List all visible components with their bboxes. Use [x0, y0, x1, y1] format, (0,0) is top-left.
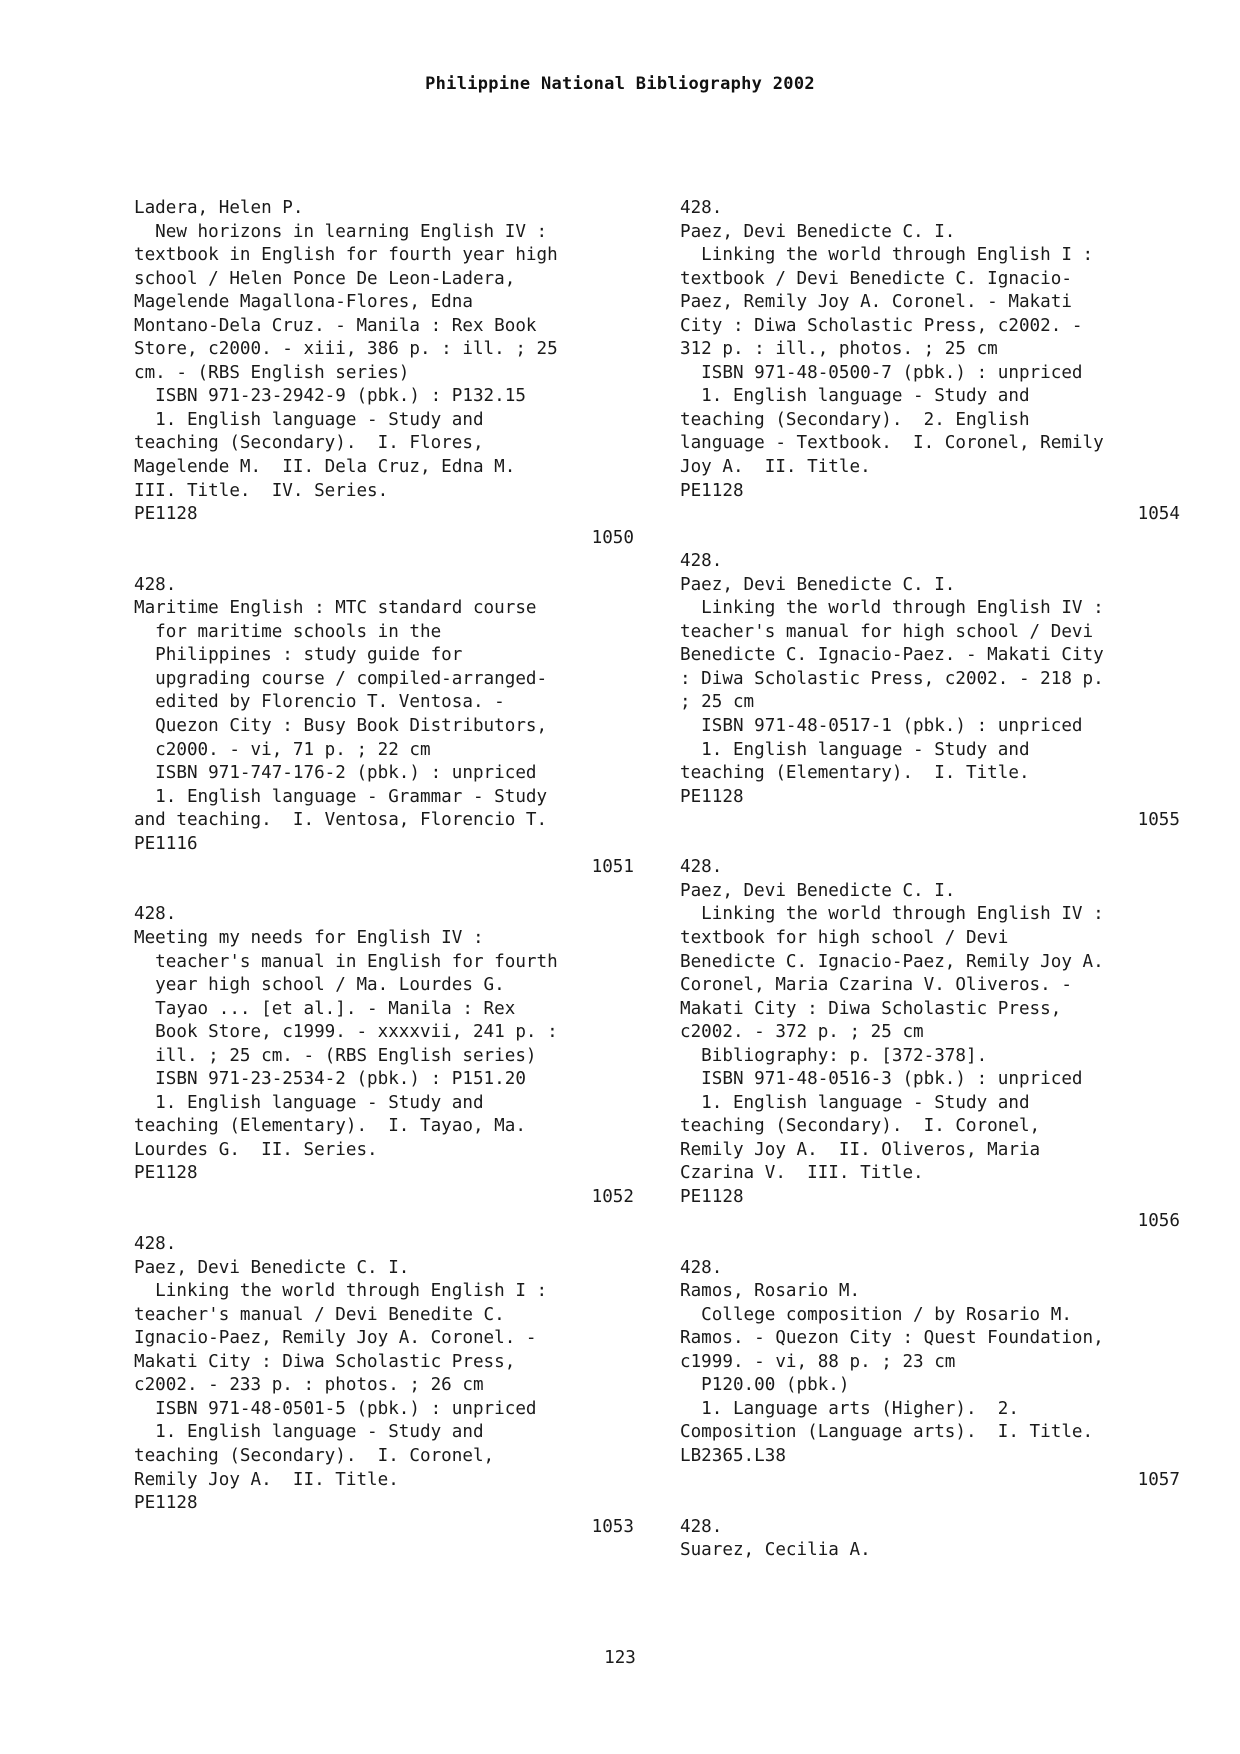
bibliography-entry: [680, 856, 1180, 1233]
entry-line: teaching (Secondary). I. Coronel,: [134, 1445, 495, 1466]
entry-line: ISBN 971-48-0501-5 (pbk.) : unpriced: [134, 1398, 537, 1419]
page-number: 123: [604, 1648, 636, 1668]
entry-line: PE1128: [134, 1163, 198, 1184]
entry-line: ; 25 cm: [680, 692, 755, 713]
entry-line: Paez, Devi Benedicte C. I.: [134, 1257, 410, 1278]
entry-line: upgrading course / compiled-arranged-: [134, 668, 548, 689]
entry-line: PE1116: [134, 833, 198, 854]
entry-line: c1999. - vi, 88 p. ; 23 cm: [680, 1351, 956, 1372]
entry-line: 1. English language - Study and: [134, 1092, 484, 1113]
entry-line: New horizons in learning English IV :: [134, 221, 548, 242]
entry-line: Tayao ... [et al.]. - Manila : Rex: [134, 998, 516, 1019]
entry-line: teaching (Elementary). I. Tayao, Ma.: [134, 1116, 526, 1137]
entry-line: ISBN 971-23-2942-9 (pbk.) : P132.15: [134, 386, 526, 407]
entry-line: ISBN 971-747-176-2 (pbk.) : unpriced: [134, 763, 537, 784]
entry-line: teaching (Secondary). I. Coronel,: [680, 1116, 1041, 1137]
entry-line: teaching (Elementary). I. Title.: [680, 763, 1030, 784]
entry-line: language - Textbook. I. Coronel, Remily: [680, 433, 1104, 454]
entry-line: 428.: [134, 574, 177, 595]
bibliography-entry: [680, 197, 1180, 527]
entry-line: school / Helen Ponce De Leon-Ladera,: [134, 268, 516, 289]
entry-line: Maritime English : MTC standard course: [134, 598, 537, 619]
entry-line: 312 p. : ill., photos. ; 25 cm: [680, 339, 998, 360]
entry-line: c2002. - 233 p. : photos. ; 26 cm: [134, 1375, 484, 1396]
entry-line: ISBN 971-48-0516-3 (pbk.) : unpriced: [680, 1069, 1083, 1090]
entry-spacer: [134, 880, 634, 904]
entry-line: Linking the world through English IV :: [680, 598, 1104, 619]
entry-line: Meeting my needs for English IV :: [134, 927, 484, 948]
entry-line: Makati City : Diwa Scholastic Press,: [134, 1351, 516, 1372]
entry-line: edited by Florencio T. Ventosa. -: [134, 692, 505, 713]
entry-number: 1057: [1137, 1469, 1180, 1490]
entry-number: 1053: [591, 1516, 634, 1537]
entry-line: 1. Language arts (Higher). 2.: [680, 1398, 1019, 1419]
entry-number: 1051: [591, 857, 634, 878]
entry-line: 428.: [680, 857, 723, 878]
entry-line: Paez, Remily Joy A. Coronel. - Makati: [680, 292, 1072, 313]
entry-line: Ramos. - Quezon City : Quest Foundation,: [680, 1328, 1104, 1349]
entry-line: 428.: [680, 198, 723, 218]
entry-line: textbook for high school / Devi: [680, 927, 1009, 948]
entry-line: Linking the world through English I :: [134, 1281, 548, 1302]
entry-line: Benedicte C. Ignacio-Paez. - Makati City: [680, 645, 1104, 666]
entry-line: Remily Joy A. II. Oliveros, Maria: [680, 1139, 1041, 1160]
entry-line: Composition (Language arts). I. Title.: [680, 1422, 1094, 1443]
page-title: Philippine National Bibliography 2002: [425, 74, 815, 94]
entry-line: Joy A. II. Title.: [680, 457, 871, 478]
entry-spacer: [680, 1233, 1180, 1257]
entry-number: 1056: [1137, 1210, 1180, 1231]
entry-line: 1. English language - Study and: [680, 739, 1030, 760]
entry-line: P120.00 (pbk.): [680, 1375, 850, 1396]
entry-line: teaching (Secondary). I. Flores,: [134, 433, 484, 454]
entry-line: Paez, Devi Benedicte C. I.: [680, 574, 956, 595]
entry-line: Philippines : study guide for: [134, 645, 463, 666]
entry-line: teaching (Secondary). 2. English: [680, 409, 1030, 430]
entry-line: City : Diwa Scholastic Press, c2002. -: [680, 315, 1083, 336]
bibliography-entry: [134, 574, 634, 880]
entry-line: College composition / by Rosario M.: [680, 1304, 1072, 1325]
entry-line: ISBN 971-48-0517-1 (pbk.) : unpriced: [680, 716, 1083, 737]
entry-line: PE1128: [680, 1186, 744, 1207]
entry-line: Store, c2000. - xiii, 386 p. : ill. ; 25: [134, 339, 558, 360]
entry-line: teacher's manual / Devi Benedite C.: [134, 1304, 505, 1325]
entry-line: Magelende Magallona-Flores, Edna: [134, 292, 473, 313]
entry-line: 428.: [680, 551, 723, 572]
entry-line: LB2365.L38: [680, 1445, 786, 1466]
entry-line: PE1128: [680, 786, 744, 807]
entry-line: c2000. - vi, 71 p. ; 22 cm: [134, 739, 431, 760]
entry-line: 1. English language - Study and: [134, 1422, 484, 1443]
entry-line: ISBN 971-48-0500-7 (pbk.) : unpriced: [680, 362, 1083, 383]
entry-line: PE1128: [134, 504, 198, 525]
entry-line: and teaching. I. Ventosa, Florencio T.: [134, 810, 548, 831]
entry-spacer: [134, 1210, 634, 1234]
entry-line: 1. English language - Study and: [680, 1092, 1030, 1113]
entry-spacer: [680, 1492, 1180, 1516]
entry-line: Paez, Devi Benedicte C. I.: [680, 880, 956, 901]
entry-line: for maritime schools in the: [134, 621, 442, 642]
entry-line: year high school / Ma. Lourdes G.: [134, 975, 505, 996]
entry-line: 428.: [680, 1257, 723, 1278]
entry-line: Linking the world through English IV :: [680, 904, 1104, 925]
entry-line: textbook / Devi Benedicte C. Ignacio-: [680, 268, 1072, 289]
entry-line: Ladera, Helen P.: [134, 198, 304, 218]
bibliography-entry: [134, 197, 634, 550]
entry-line: Czarina V. III. Title.: [680, 1163, 924, 1184]
bibliography-entry: [134, 1233, 634, 1539]
entry-number: 1054: [1137, 504, 1180, 525]
entry-line: Bibliography: p. [372-378].: [680, 1045, 988, 1066]
entry-line: 1. English language - Study and: [134, 409, 484, 430]
entry-line: Remily Joy A. II. Title.: [134, 1469, 399, 1490]
entry-line: Makati City : Diwa Scholastic Press,: [680, 998, 1062, 1019]
entry-line: Quezon City : Busy Book Distributors,: [134, 716, 548, 737]
entry-line: Lourdes G. II. Series.: [134, 1139, 378, 1160]
entry-line: Ignacio-Paez, Remily Joy A. Coronel. -: [134, 1328, 537, 1349]
entry-line: PE1128: [680, 480, 744, 501]
entry-line: III. Title. IV. Series.: [134, 480, 389, 501]
bibliography-entry: [680, 1257, 1180, 1492]
entry-line: Linking the world through English I :: [680, 245, 1094, 266]
bibliography-entry: [680, 1516, 1180, 1563]
entry-spacer: [134, 550, 634, 574]
entry-line: 1. English language - Study and: [680, 386, 1030, 407]
entry-line: 1. English language - Grammar - Study: [134, 786, 548, 807]
right-column: [680, 197, 1180, 1563]
entry-line: 428.: [680, 1516, 723, 1537]
entry-line: Book Store, c1999. - xxxxvii, 241 p. :: [134, 1022, 558, 1043]
entry-line: Ramos, Rosario M.: [680, 1281, 861, 1302]
entry-line: PE1128: [134, 1493, 198, 1514]
bibliography-entry: [680, 550, 1180, 833]
bibliography-entry: [134, 903, 634, 1209]
entry-line: : Diwa Scholastic Press, c2002. - 218 p.: [680, 668, 1104, 689]
entry-line: c2002. - 372 p. ; 25 cm: [680, 1022, 924, 1043]
entry-line: cm. - (RBS English series): [134, 362, 410, 383]
entry-line: Montano-Dela Cruz. - Manila : Rex Book: [134, 315, 537, 336]
entry-spacer: [680, 527, 1180, 551]
entry-spacer: [680, 833, 1180, 857]
entry-line: Suarez, Cecilia A.: [680, 1540, 871, 1561]
entry-line: teacher's manual for high school / Devi: [680, 621, 1094, 642]
entry-line: Magelende M. II. Dela Cruz, Edna M.: [134, 457, 516, 478]
entry-line: ISBN 971-23-2534-2 (pbk.) : P151.20: [134, 1069, 526, 1090]
entry-line: 428.: [134, 1234, 177, 1255]
entry-line: ill. ; 25 cm. - (RBS English series): [134, 1045, 537, 1066]
entry-line: Benedicte C. Ignacio-Paez, Remily Joy A.: [680, 951, 1104, 972]
entry-line: textbook in English for fourth year high: [134, 245, 558, 266]
entry-line: 428.: [134, 904, 177, 925]
left-column: [134, 197, 634, 1539]
entry-line: Paez, Devi Benedicte C. I.: [680, 221, 956, 242]
entry-number: 1055: [1137, 810, 1180, 831]
entry-number: 1050: [591, 527, 634, 548]
entry-line: teacher's manual in English for fourth: [134, 951, 558, 972]
entry-line: Coronel, Maria Czarina V. Oliveros. -: [680, 975, 1072, 996]
entry-number: 1052: [591, 1186, 634, 1207]
